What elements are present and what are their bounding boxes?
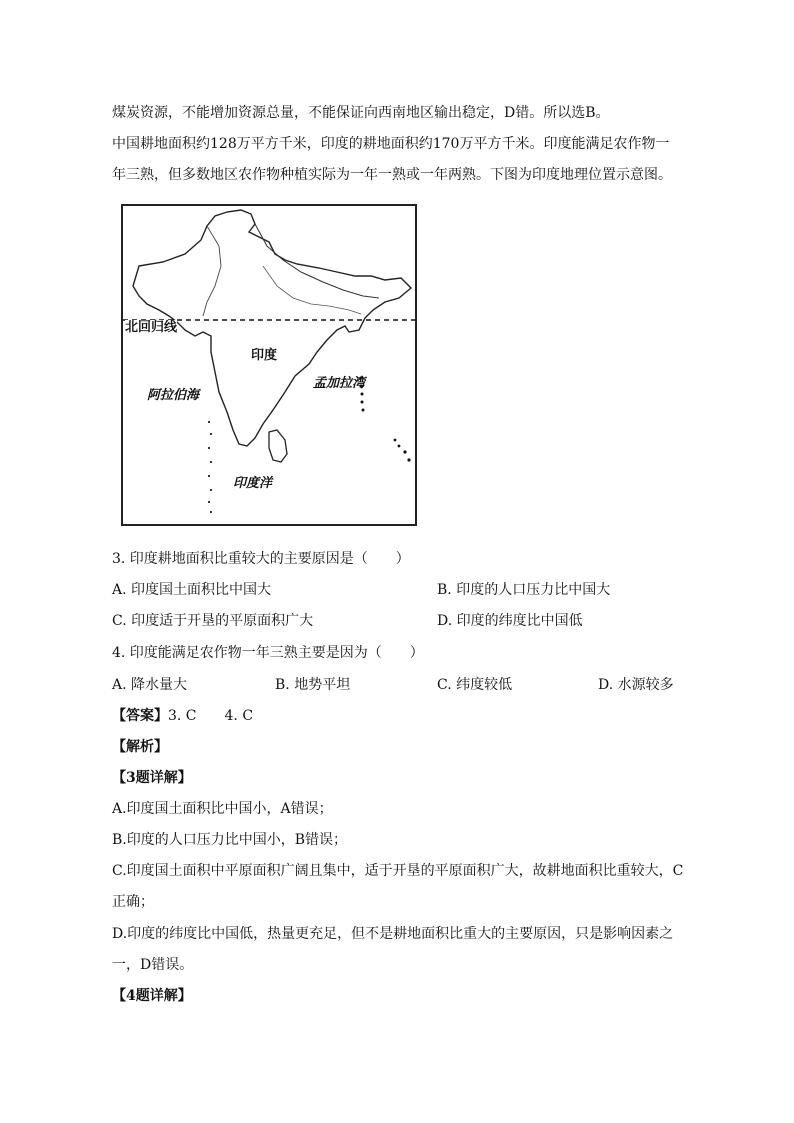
map-label-bay-of-bengal: 孟加拉湾 (313, 376, 366, 391)
map-label-tropic: 北回归线 (125, 320, 178, 335)
q3-stem: 3. 印度耕地面积比重较大的主要原因是（ ） (112, 551, 410, 567)
q3-detail-b: B.印度的人口压力比中国小，B错误； (112, 832, 348, 848)
sri-lanka-island (269, 430, 287, 462)
intro-line-1: 煤炭资源，不能增加资源总量，不能保证向西南地区输出稳定，D错。所以选B。 (112, 105, 610, 121)
intro-line-2: 中国耕地面积约128万平方千米，印度的耕地面积约170万平方千米。印度能满足农作物一 (112, 136, 670, 152)
q4-detail-heading: 【4题详解】 (112, 988, 192, 1004)
q3-detail-d-line2: 一，D错误。 (112, 957, 194, 973)
q3-detail-heading: 【3题详解】 (112, 770, 192, 786)
india-location-map (121, 204, 417, 526)
intro-line-3: 年三熟，但多数地区农作物种植实际为一年一熟或一年两熟。下图为印度地理位置示意图。 (112, 167, 672, 183)
map-label-indian-ocean: 印度洋 (233, 476, 273, 491)
map-label-india: 印度 (251, 348, 278, 363)
maldive-islands (208, 421, 212, 513)
q3-option-a: A. 印度国土面积比中国大 (112, 582, 272, 598)
analysis-label: 【解析】 (112, 739, 168, 755)
q3-detail-d-line1: D.印度的纬度比中国低，热量更充足，但不是耕地面积比重大的主要原因，只是影响因素之 (112, 926, 674, 942)
q4-option-d: D. 水源较多 (598, 677, 674, 693)
q3-option-d: D. 印度的纬度比中国低 (437, 613, 583, 629)
answer-value: 3. C 4. C (168, 708, 254, 724)
q4-option-a: A. 降水量大 (112, 677, 188, 693)
andaman-islands (360, 377, 411, 462)
q3-option-c: C. 印度适于开垦的平原面积广大 (112, 613, 314, 629)
q4-option-b: B. 地势平坦 (275, 677, 351, 693)
map-label-arabian-sea: 阿拉伯海 (147, 388, 200, 403)
q4-stem: 4. 印度能满足农作物一年三熟主要是因为（ ） (112, 645, 424, 661)
q3-detail-c-line1: C.印度国土面积中平原面积广阔且集中，适于开垦的平原面积广大，故耕地面积比重较大，C (112, 863, 684, 879)
q4-option-c: C. 纬度较低 (437, 677, 513, 693)
answer-label: 【答案】 (112, 708, 168, 724)
western-boundary (203, 226, 221, 316)
q3-option-b: B. 印度的人口压力比中国大 (437, 582, 611, 598)
himalaya-boundary (255, 224, 379, 298)
inner-river-line (263, 266, 361, 314)
q3-detail-c-line2: 正确； (112, 894, 154, 910)
answer-line (112, 706, 253, 726)
q3-detail-a: A.印度国土面积比中国小，A错误； (112, 801, 333, 817)
